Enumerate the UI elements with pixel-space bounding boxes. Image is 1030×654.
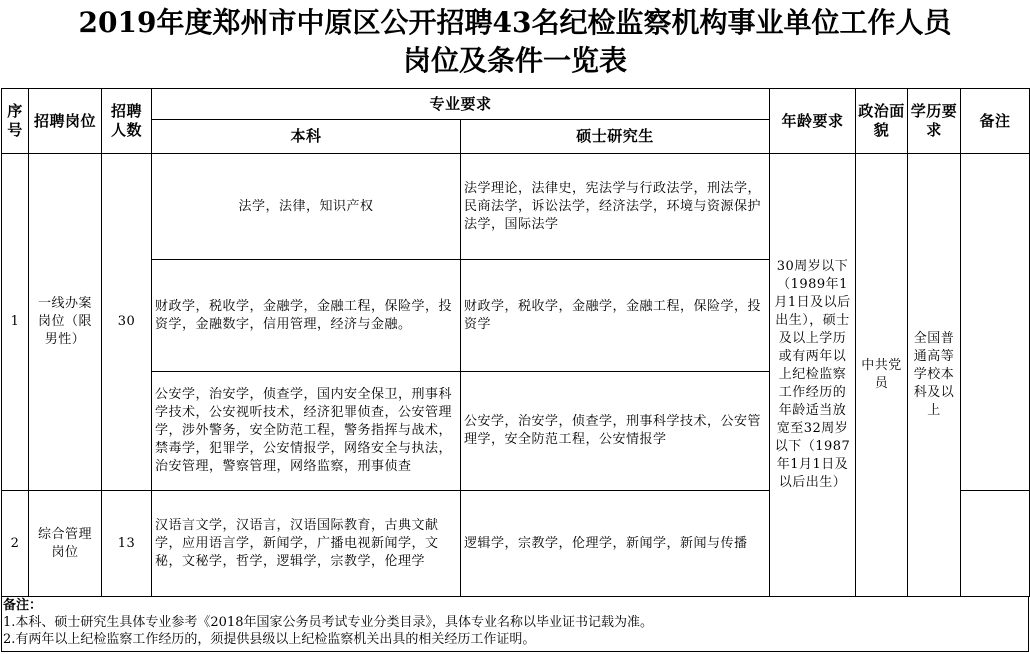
education-requirement: 全国普通高等学校本科及以上 (908, 154, 961, 597)
row-count: 30 (102, 154, 152, 491)
positions-table (1, 88, 1030, 597)
note-item: 2.有两年以上纪检监察工作经历的，须提供县级以上纪检监察机关出具的相关经历工作证明。 (3, 632, 536, 647)
header-undergrad: 本科 (152, 120, 461, 154)
header-education: 学历要求 (908, 89, 961, 154)
header-seq: 序号 (2, 89, 29, 154)
page-title (0, 4, 1030, 80)
remarks-cell (961, 154, 1030, 491)
notes-heading: 备注： (3, 598, 43, 613)
master-major-cell: 公安学，治安学，侦查学，刑事科学技术，公安管理学，安全防范工程，公安情报学 (461, 372, 770, 491)
header-row (2, 89, 1030, 120)
age-requirement: 30周岁以下（1989年1月1日及以后出生），硕士及以上学历或有两年以上纪检监察工作经历的年龄适当放宽至32周岁以下（1987年1月1日及以后出生） (770, 154, 856, 597)
row-seq: 1 (2, 154, 29, 491)
header-count: 招聘人数 (102, 89, 152, 154)
notes-left-border (1, 596, 2, 652)
remarks-cell (961, 491, 1030, 597)
master-major-cell: 财政学，税收学，金融学，金融工程，保险学，投资学 (461, 260, 770, 372)
table-row (2, 154, 1030, 260)
undergrad-major-cell: 法学，法律，知识产权 (152, 154, 461, 260)
politics-requirement: 中共党员 (856, 154, 908, 597)
notes-right-border (1028, 596, 1029, 652)
header-politics: 政治面貌 (856, 89, 908, 154)
master-major-cell: 法学理论，法律史，宪法学与行政法学，刑法学，民商法学，诉讼法学，经济法学，环境与资源保护法学，国际法学 (461, 154, 770, 260)
header-major: 专业要求 (152, 89, 770, 120)
row-position: 一线办案岗位（限男性） (29, 154, 102, 491)
notes-bottom-border (1, 651, 1029, 652)
header-remarks: 备注 (961, 89, 1030, 154)
notes-section (3, 597, 1027, 648)
undergrad-major-cell: 公安学，治安学，侦查学，国内安全保卫，刑事科学技术，公安视听技术，经济犯罪侦查，公安管理学，涉外警务，安全防范工程，警务指挥与战术，禁毒学，犯罪学，公安情报学，网络安全与执法，治安管理，警察管理，网络监察，刑事侦查 (152, 372, 461, 491)
row-count: 13 (102, 491, 152, 597)
row-seq: 2 (2, 491, 29, 597)
undergrad-major-cell: 财政学，税收学，金融学，金融工程，保险学，投资学，金融数字，信用管理，经济与金融。 (152, 260, 461, 372)
row-position: 综合管理岗位 (29, 491, 102, 597)
master-major-cell: 逻辑学，宗教学，伦理学，新闻学，新闻与传播 (461, 491, 770, 597)
title-line-2: 岗位及条件一览表 (402, 44, 627, 77)
note-item: 1.本科、硕士研究生具体专业参考《2018年国家公务员考试专业分类目录》，具体专业名称以毕业证书记载为准。 (3, 615, 653, 630)
undergrad-major-cell: 汉语言文学，汉语言，汉语国际教育，古典文献学，应用语言学，新闻学，广播电视新闻学，文秘，文秘学，哲学，逻辑学，宗教学，伦理学 (152, 491, 461, 597)
header-age: 年龄要求 (770, 89, 856, 154)
title-line-1: 2019年度郑州市中原区公开招聘43名纪检监察机构事业单位工作人员 (78, 6, 952, 39)
header-master: 硕士研究生 (461, 120, 770, 154)
header-position: 招聘岗位 (29, 89, 102, 154)
